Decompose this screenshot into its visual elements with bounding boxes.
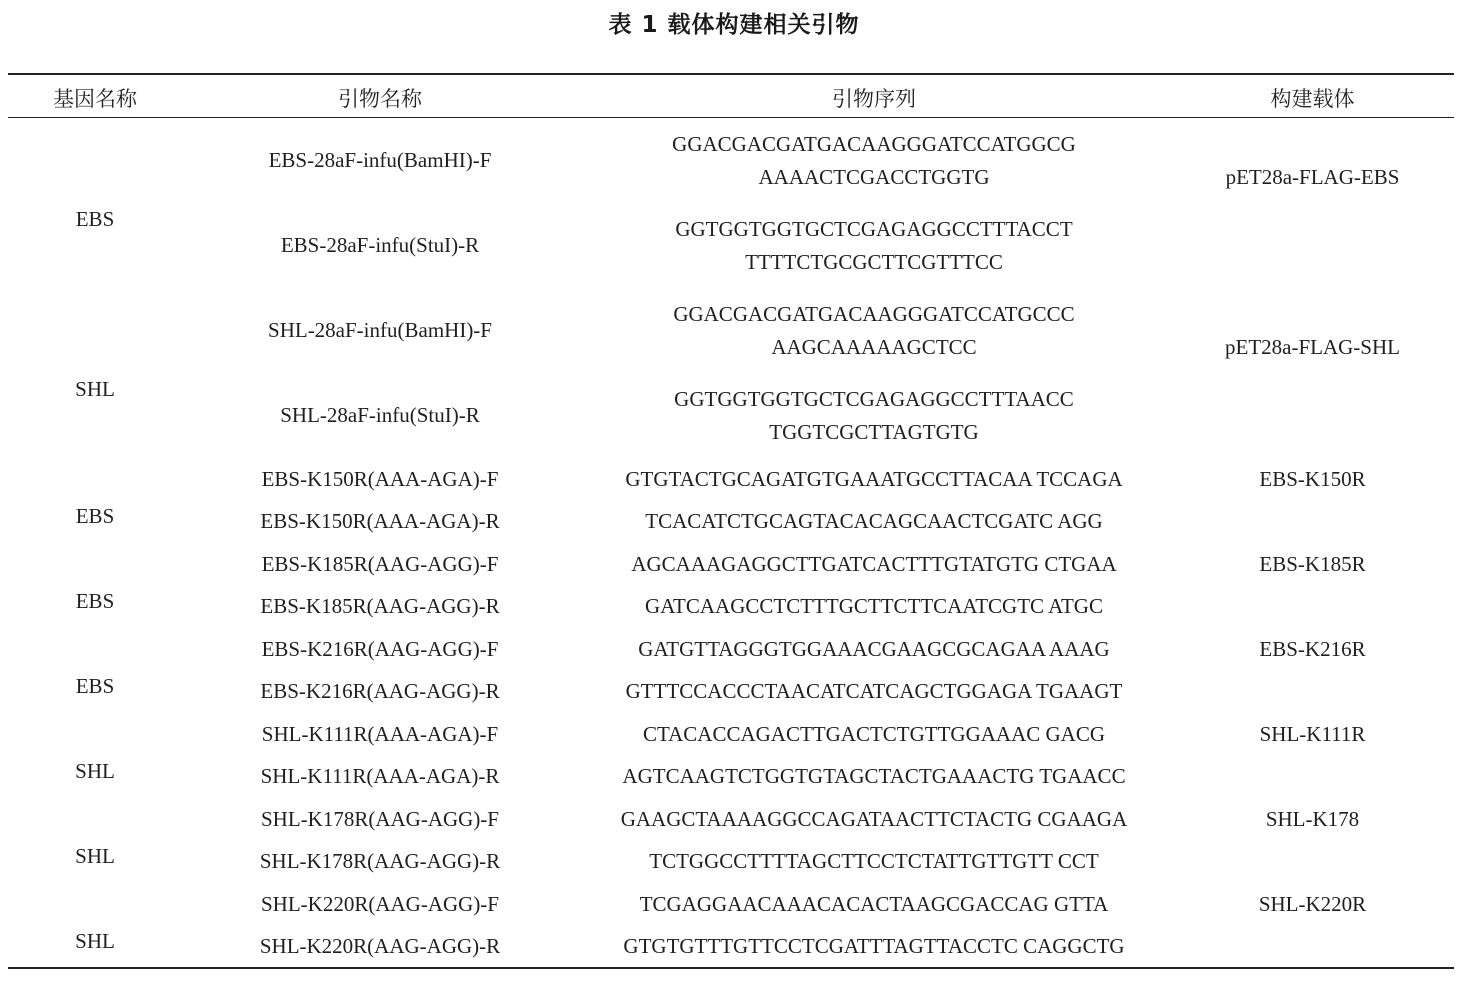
sequence-line: GAAGCTAAAAGGCCAGATAACTTCTACTG CGAAGA (620, 807, 1128, 831)
primer-name-cell: SHL-K220R(AAG-AGG)-F (261, 892, 499, 916)
sequence-line: AAAACTCGACCTGGTG (758, 165, 990, 189)
primer-name-cell: SHL-K220R(AAG-AGG)-R (259, 934, 501, 958)
gene-cell: SHL (75, 377, 115, 401)
primer-name-cell: SHL-28aF-infu(StuI)-R (280, 403, 480, 427)
vector-cell: SHL-K220R (1258, 892, 1367, 916)
sequence-line: TCGAGGAACAAACACACTAAGCGACCAG GTTA (639, 892, 1109, 916)
sequence-line: AAGCAAAAAGCTCC (771, 335, 977, 359)
bottom-rule (8, 967, 1454, 969)
primer-name-cell: SHL-K111R(AAA-AGA)-R (260, 764, 500, 788)
primer-name-cell: EBS-K185R(AAG-AGG)-F (261, 552, 499, 576)
vector-cell: EBS-K185R (1259, 552, 1366, 576)
vector-cell: EBS-K150R (1259, 467, 1366, 491)
gene-cell: SHL (75, 929, 115, 953)
table-caption: 表 1 载体构建相关引物 (608, 12, 860, 38)
sequence-line: GGACGACGATGACAAGGGATCCATGCCC (673, 302, 1075, 326)
primer-name-cell: EBS-K216R(AAG-AGG)-F (261, 637, 499, 661)
header-primer-name: 引物名称 (338, 87, 422, 111)
primer-name-cell: SHL-K111R(AAA-AGA)-F (261, 722, 499, 746)
gene-cell: EBS (75, 674, 115, 698)
vector-cell: EBS-K216R (1259, 637, 1366, 661)
sequence-line: GGACGACGATGACAAGGGATCCATGGCG (672, 132, 1076, 156)
sequence-line: GATGTTAGGGTGGAAACGAAGCGCAGAA AAAG (638, 637, 1110, 661)
sequence-line: TGGTCGCTTAGTGTG (769, 420, 979, 444)
sequence-line: AGTCAAGTCTGGTGTAGCTACTGAAACTG TGAACC (622, 764, 1126, 788)
primer-name-cell: EBS-28aF-infu(BamHI)-F (268, 148, 492, 172)
gene-cell: SHL (75, 844, 115, 868)
sequence-line: GGTGGTGGTGCTCGAGAGGCCTTTAACC (674, 387, 1074, 411)
primer-name-cell: EBS-K216R(AAG-AGG)-R (260, 679, 500, 703)
header-rule (8, 117, 1454, 118)
primer-name-cell: EBS-K150R(AAA-AGA)-R (260, 509, 500, 533)
sequence-line: AGCAAAGAGGCTTGATCACTTTGTATGTG CTGAA (631, 552, 1117, 576)
gene-cell: EBS (75, 504, 115, 528)
header-gene-name: 基因名称 (53, 87, 137, 111)
sequence-line: CTACACCAGACTTGACTCTGTTGGAAAC GACG (642, 722, 1106, 746)
primer-name-cell: EBS-K150R(AAA-AGA)-F (261, 467, 499, 491)
primer-name-cell: EBS-K185R(AAG-AGG)-R (260, 594, 500, 618)
primer-name-cell: SHL-K178R(AAG-AGG)-R (259, 849, 501, 873)
primer-name-cell: SHL-28aF-infu(BamHI)-F (268, 318, 492, 342)
top-rule (8, 73, 1454, 75)
header-vector: 构建载体 (1270, 87, 1355, 111)
sequence-line: GGTGGTGGTGCTCGAGAGGCCTTTACCT (675, 217, 1073, 241)
sequence-line: GTGTACTGCAGATGTGAAATGCCTTACAA TCCAGA (625, 467, 1123, 491)
gene-cell: EBS (75, 589, 115, 613)
vector-cell: SHL-K111R (1259, 722, 1366, 746)
primer-name-cell: SHL-K178R(AAG-AGG)-F (261, 807, 499, 831)
vector-cell: SHL-K178 (1265, 807, 1360, 831)
sequence-line: GTTTCCACCCTAACATCATCAGCTGGAGA TGAAGT (625, 679, 1123, 703)
vector-cell: pET28a-FLAG-EBS (1225, 165, 1400, 189)
gene-cell: EBS (75, 207, 115, 231)
primer-name-cell: EBS-28aF-infu(StuI)-R (280, 233, 480, 257)
header-primer-sequence: 引物序列 (832, 87, 916, 111)
vector-cell: pET28a-FLAG-SHL (1225, 335, 1400, 359)
sequence-line: TCTGGCCTTTTAGCTTCCTCTATTGTTGTT CCT (649, 849, 1099, 873)
gene-cell: SHL (75, 759, 115, 783)
sequence-line: TTTTCTGCGCTTCGTTTCC (745, 250, 1003, 274)
sequence-line: TCACATCTGCAGTACACAGCAACTCGATC AGG (645, 509, 1103, 533)
sequence-line: GTGTGTTTGTTCCTCGATTTAGTTACCTC CAGGCTG (623, 934, 1125, 958)
sequence-line: GATCAAGCCTCTTTGCTTCTTCAATCGTC ATGC (645, 594, 1103, 618)
